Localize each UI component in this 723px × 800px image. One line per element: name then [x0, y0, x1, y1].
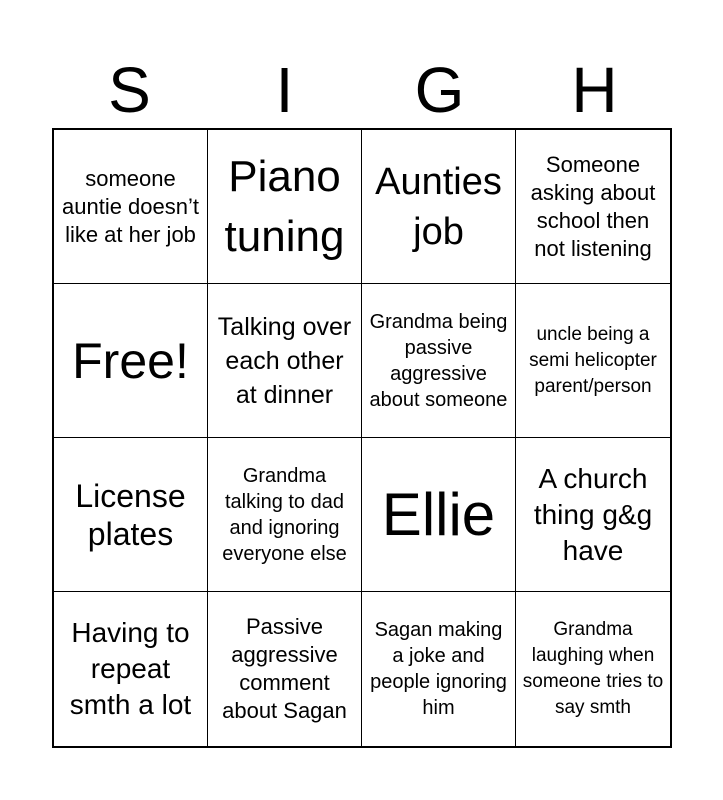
bingo-cell-r4-c1[interactable] — [54, 592, 208, 746]
bingo-cell-r3-c2[interactable] — [208, 438, 362, 592]
cell-text: Grandma being passive aggressive about someone — [369, 310, 508, 411]
bingo-title — [52, 52, 672, 128]
bingo-cell-r2-c1[interactable] — [54, 284, 208, 438]
bingo-cell-r2-c3[interactable] — [362, 284, 516, 438]
bingo-board — [52, 128, 672, 748]
cell-text: Someone asking about school then not listening — [530, 151, 656, 261]
bingo-cell-r2-c4[interactable] — [516, 284, 670, 438]
title-letter-g: G — [414, 54, 465, 126]
title-letter-i: I — [275, 54, 294, 126]
cell-text: Sagan making a joke and people ignoring him — [370, 619, 507, 719]
title-letter-h: H — [571, 54, 618, 126]
bingo-cell-r1-c1[interactable] — [54, 130, 208, 284]
cell-text: Talking over each other at dinner — [217, 312, 352, 409]
cell-text: uncle being a semi helicopter parent/person — [529, 323, 657, 397]
bingo-cell-r1-c3[interactable] — [362, 130, 516, 284]
title-letter-s: S — [108, 54, 151, 126]
cell-text: Passive aggressive comment about Sagan — [222, 614, 347, 723]
cell-text: Piano tuning — [224, 151, 345, 261]
bingo-cell-r3-c1[interactable] — [54, 438, 208, 592]
cell-text: Grandma talking to dad and ignoring everyone else — [222, 464, 347, 565]
bingo-cell-r1-c4[interactable] — [516, 130, 670, 284]
cell-text: someone auntie doesn’t like at her job — [62, 165, 199, 247]
cell-text: License plates — [75, 477, 186, 552]
cell-text: Ellie — [381, 480, 496, 548]
bingo-cell-r4-c3[interactable] — [362, 592, 516, 746]
cell-text: Aunties job — [375, 160, 502, 253]
bingo-cell-r3-c4[interactable] — [516, 438, 670, 592]
bingo-cell-r4-c4[interactable] — [516, 592, 670, 746]
bingo-cell-r1-c2[interactable] — [208, 130, 362, 284]
bingo-cell-r2-c2[interactable] — [208, 284, 362, 438]
cell-text: Grandma laughing when someone tries to say smth — [522, 619, 664, 718]
free-space: Free! — [72, 332, 189, 389]
cell-text: A church thing g&g have — [533, 462, 653, 566]
bingo-cell-r4-c2[interactable] — [208, 592, 362, 746]
cell-text: Having to repeat smth a lot — [69, 617, 192, 720]
bingo-cell-r3-c3[interactable] — [362, 438, 516, 592]
